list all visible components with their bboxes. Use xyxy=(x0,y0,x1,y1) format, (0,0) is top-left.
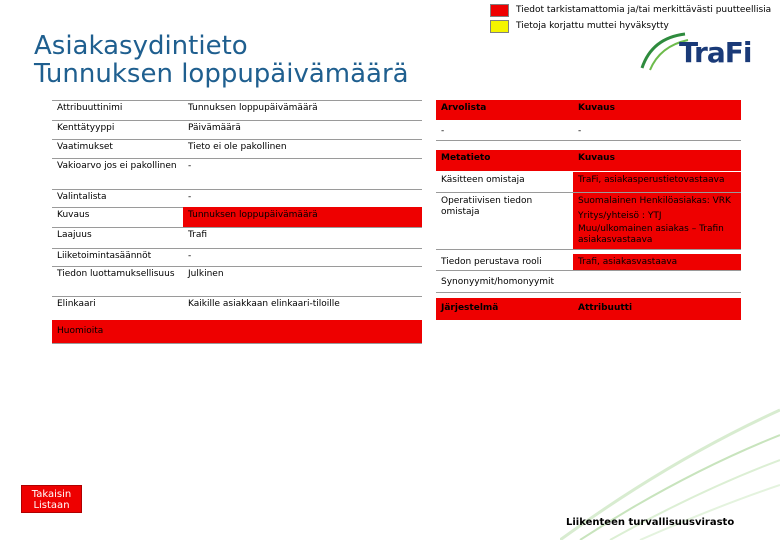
metatieto-header-name: Metatieto xyxy=(436,150,573,171)
metatieto-synonyms-label: Synonyymit/homonyymit xyxy=(441,277,555,287)
back-button-line2: Listaan xyxy=(33,500,70,511)
row-label-huomioita: Huomioita xyxy=(52,320,422,343)
back-to-list-button[interactable] xyxy=(21,485,82,513)
row-value-vakioarvo: - xyxy=(188,161,192,171)
footer-agency-name: Liikenteen turvallisuusvirasto xyxy=(566,517,735,528)
row-label-valintalista: Valintalista xyxy=(57,192,107,202)
arvolista-header-name: Arvolista xyxy=(436,100,573,120)
row-value-liiketoimintasaannot: - xyxy=(188,251,192,261)
metatieto-header-desc: Kuvaus xyxy=(573,150,741,171)
row-value-vaatimukset: Tieto ei ole pakollinen xyxy=(188,142,287,152)
metatieto-base-role-label: Tiedon perustava rooli xyxy=(441,257,542,267)
arvolista-header-desc: Kuvaus xyxy=(573,100,741,120)
jarjestelma-header-attr: Attribuutti xyxy=(573,298,741,320)
row-value-elinkaari: Kaikille asiakkaan elinkaari-tiloille xyxy=(188,299,340,309)
row-label-vaatimukset: Vaatimukset xyxy=(57,142,113,152)
row-value-kuvaus: Tunnuksen loppupäivämäärä xyxy=(183,207,422,227)
row-value-kenttatyyppi: Päivämäärä xyxy=(188,123,241,133)
arvolista-row-desc: - xyxy=(578,126,582,136)
metatieto-operative-value-3: Muu/ulkomainen asiakas – Trafin asiakasvastaava xyxy=(573,224,741,249)
page-title-line1: Asiakasydintieto xyxy=(34,31,248,61)
row-label-elinkaari: Elinkaari xyxy=(57,299,96,309)
metatieto-base-role-value: Trafi, asiakasvastaava xyxy=(573,254,741,270)
row-label-luottamuksellisuus: Tiedon luottamuksellisuus xyxy=(57,269,175,279)
arvolista-row-name: - xyxy=(441,126,445,136)
metatieto-operative-value-2: Yritys/yhteisö : YTJ xyxy=(573,211,741,224)
page-title xyxy=(34,32,409,88)
metatieto-synonyms-value xyxy=(573,274,741,292)
row-label-kenttatyyppi: Kenttätyyppi xyxy=(57,123,115,133)
metatieto-owner-value: TraFi, asiakasperustietovastaava xyxy=(573,172,741,192)
legend-yellow-text: Tietoja korjattu muttei hyväksytty xyxy=(516,21,669,31)
metatieto-operative-label: Operatiivisen tiedon omistaja xyxy=(441,196,533,217)
row-value-laajuus: Trafi xyxy=(188,230,208,240)
background-swoosh-icon xyxy=(560,380,780,540)
page-title-line2: Tunnuksen loppupäivämäärä xyxy=(34,59,409,89)
legend-yellow-swatch xyxy=(490,20,509,33)
metatieto-operative-value-1: Suomalainen Henkilöasiakas: VRK xyxy=(573,193,741,211)
row-value-luottamuksellisuus: Julkinen xyxy=(188,269,224,279)
legend-red-text: Tiedot tarkistamattomia ja/tai merkittävästi puutteellisia xyxy=(516,5,772,15)
jarjestelma-header-name: Järjestelmä xyxy=(436,298,573,320)
row-label-laajuus: Laajuus xyxy=(57,230,92,240)
row-value-attribuuttinimi: Tunnuksen loppupäivämäärä xyxy=(188,103,318,113)
row-label-vakioarvo: Vakioarvo jos ei pakollinen xyxy=(57,161,177,171)
legend-red-swatch xyxy=(490,4,509,17)
row-label-attribuuttinimi: Attribuuttinimi xyxy=(57,103,123,113)
row-value-valintalista: - xyxy=(188,192,192,202)
row-label-liiketoimintasaannot: Liiketoimintasäännöt xyxy=(57,251,152,261)
back-button-line1: Takaisin xyxy=(31,489,72,500)
trafi-logo-text: TraFi xyxy=(679,36,752,69)
metatieto-owner-label: Käsitteen omistaja xyxy=(441,175,525,185)
row-label-kuvaus: Kuvaus xyxy=(57,210,90,220)
